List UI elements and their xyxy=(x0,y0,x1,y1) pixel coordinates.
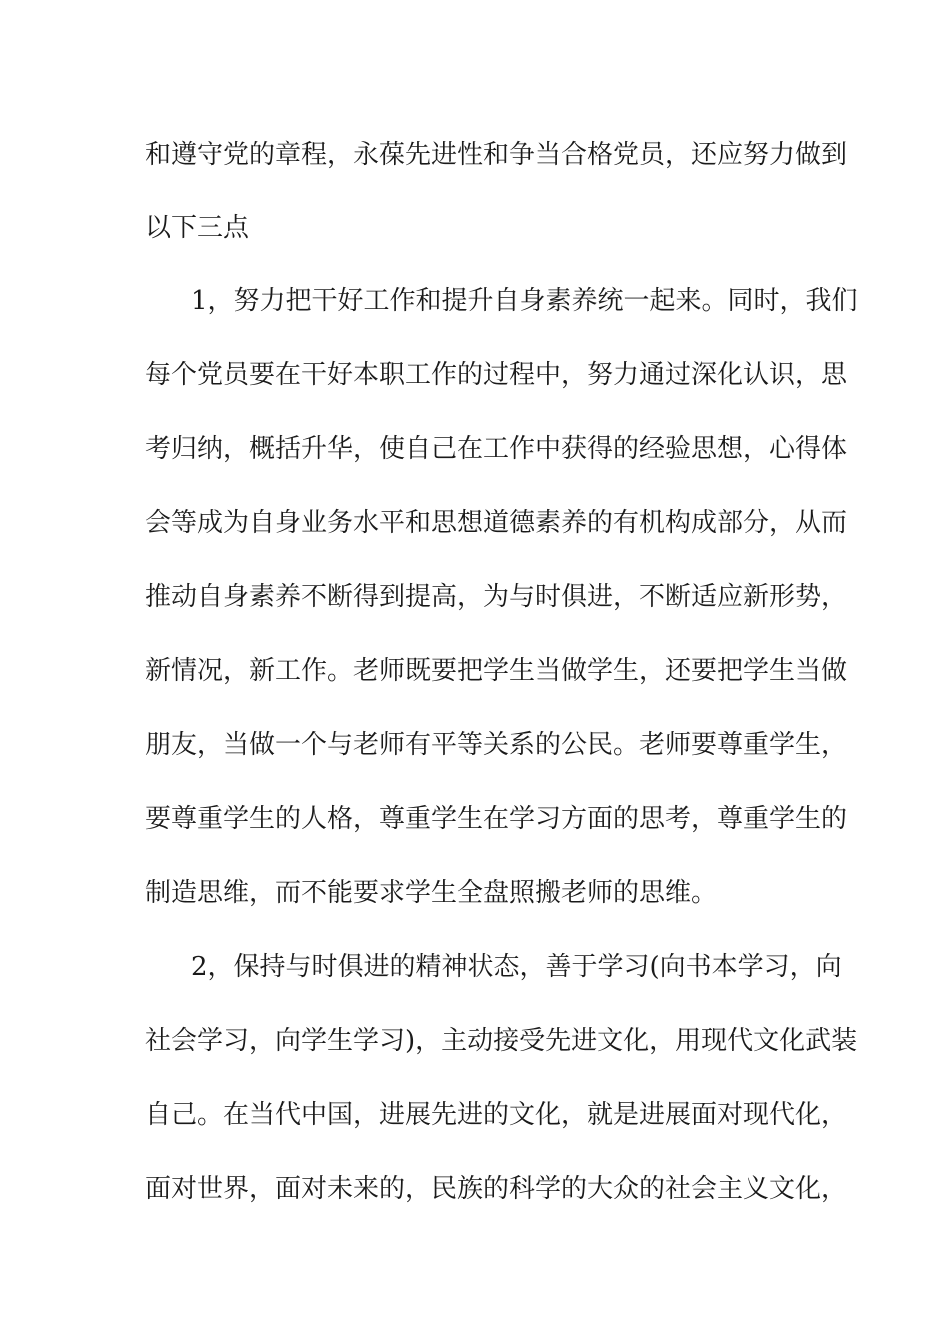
text-line: 要尊重学生的人格，尊重学生在学习方面的思考，尊重学生的 xyxy=(145,804,848,834)
text-line: 每个党员要在干好本职工作的过程中，努力通过深化认识，思 xyxy=(145,360,848,390)
paragraph-1-start: 1，努力把干好工作和提升自身素养统一起来。同时，我们 xyxy=(191,286,858,316)
text-line: 自己。在当代中国，进展先进的文化，就是进展面对现代化， xyxy=(145,1100,848,1130)
text-line: 以下三点 xyxy=(145,213,250,243)
text-line: 新情况，新工作。老师既要把学生当做学生，还要把学生当做 xyxy=(145,656,848,686)
text-line: 制造思维，而不能要求学生全盘照搬老师的思维。 xyxy=(145,878,718,908)
text-line: 考归纳，概括升华，使自己在工作中获得的经验思想，心得体 xyxy=(145,434,848,464)
text-line: 朋友，当做一个与老师有平等关系的公民。老师要尊重学生， xyxy=(145,730,848,760)
text-line: 社会学习，向学生学习)，主动接受先进文化，用现代文化武装 xyxy=(145,1026,858,1056)
text-line: 会等成为自身业务水平和思想道德素养的有机构成部分，从而 xyxy=(145,508,848,538)
paragraph-2-start: 2，保持与时俱进的精神状态，善于学习(向书本学习，向 xyxy=(191,952,842,982)
text-line: 和遵守党的章程，永葆先进性和争当合格党员，还应努力做到 xyxy=(145,140,848,170)
text-line: 推动自身素养不断得到提高，为与时俱进，不断适应新形势， xyxy=(145,582,848,612)
text-line: 面对世界，面对未来的，民族的科学的大众的社会主义文化， xyxy=(145,1174,848,1204)
